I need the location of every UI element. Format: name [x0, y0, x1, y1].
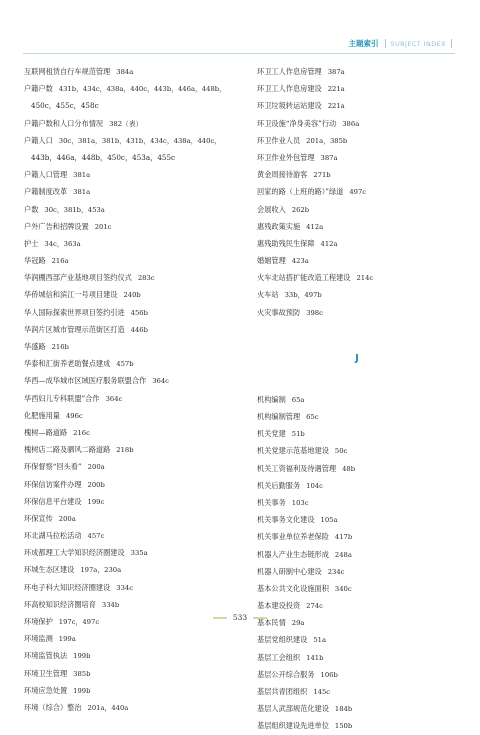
index-entry	[24, 699, 244, 716]
index-entry-term: 火车站	[257, 290, 279, 300]
index-entry-pages: 48b	[342, 464, 356, 473]
index-entry-pages: 457c	[87, 532, 105, 541]
index-entry-pages: 201a，385b	[306, 136, 348, 145]
index-entry	[24, 424, 244, 441]
index-entry	[24, 579, 244, 596]
index-entry-term: 机关党建示范基地建设	[257, 446, 329, 456]
footer-dash-left	[213, 617, 227, 619]
index-entry-pages: 214c	[356, 274, 374, 283]
index-entry-pages: 221a	[327, 102, 345, 111]
index-entry	[24, 149, 244, 166]
header-divider	[385, 39, 386, 48]
header-divider-right	[451, 39, 452, 48]
index-entry-pages: 271b	[313, 171, 331, 180]
index-entry	[24, 80, 244, 97]
index-entry-pages: 34c，363a	[44, 239, 81, 248]
index-entry-term: 互联网租赁自行车规范管理	[24, 67, 111, 76]
index-entry	[257, 425, 457, 442]
index-entry	[257, 115, 457, 132]
index-entry	[257, 477, 457, 494]
index-entry-pages: 496c	[65, 411, 83, 420]
index-entry-pages: 382（表）	[109, 119, 143, 128]
section-letter-heading: J	[355, 352, 359, 364]
index-entry	[257, 63, 457, 80]
index-entry	[24, 97, 244, 114]
index-entry	[24, 338, 244, 355]
index-entry	[24, 458, 244, 475]
index-entry	[257, 631, 457, 648]
index-entry-pages: 50c	[334, 447, 348, 456]
index-entry-pages: 412a	[306, 222, 324, 231]
index-entry-term: 户数	[24, 204, 39, 214]
page-footer	[0, 613, 480, 622]
index-entry	[257, 149, 457, 166]
index-entry-term: 环城生态区建设	[24, 565, 75, 575]
index-entry-pages: 387a	[327, 68, 345, 76]
index-entry-term: 机关事务文化建设	[257, 515, 315, 525]
index-entry-term: 会展收入	[257, 204, 286, 214]
index-entry	[24, 269, 244, 286]
index-entry-pages: 221a	[327, 85, 345, 94]
index-entry-pages: 216b	[51, 343, 69, 351]
index-entry-pages: 384a	[116, 68, 134, 76]
index-entry	[257, 269, 457, 286]
index-entry-term: 华泰和汇街养老助餐点建成	[24, 359, 111, 369]
index-entry-term: 户籍制度改革	[24, 187, 68, 197]
index-entry	[257, 511, 457, 528]
index-entry-pages: 51b	[291, 430, 305, 439]
index-entry	[24, 115, 244, 132]
index-entry	[24, 252, 244, 269]
index-entry-term: 环卫工人作息房管理	[257, 67, 322, 76]
index-entry-pages: 431b，434c，438a，440c，443b，446a，448b，	[58, 85, 226, 94]
index-entry	[257, 132, 457, 149]
index-entry-term: 机关事业单位养老保险	[257, 532, 329, 542]
index-entry-term: 华西—成华城市区域医疗服务联盟合作	[24, 376, 147, 386]
index-entry-term: 基本建设投资	[257, 601, 301, 611]
index-entry	[257, 666, 457, 683]
index-entry-pages: 334b	[101, 600, 120, 609]
index-entry-pages: 216a	[51, 257, 69, 266]
index-entry-term: 450c，455c，458c	[31, 101, 99, 111]
index-entry	[257, 580, 457, 597]
index-entry	[24, 510, 244, 527]
index-entry	[24, 166, 244, 183]
index-entry-term: 环卫作业人员	[257, 135, 301, 145]
index-entry-term: 环境卫生管理	[24, 668, 68, 678]
index-entry-pages: 381a	[73, 188, 91, 197]
index-entry-term: 护士	[24, 238, 39, 248]
index-entry	[24, 441, 244, 458]
right-index-bottom	[257, 391, 457, 735]
index-entry-pages: 335a	[130, 549, 148, 558]
index-entry	[257, 528, 457, 545]
index-entry-pages: 29a	[291, 619, 305, 628]
index-entry-pages: 364c	[152, 377, 169, 386]
index-entry-term: 基层共青团组织	[257, 687, 308, 696]
index-entry-term: 火车北站搭扩能改造工程建设	[257, 273, 351, 283]
index-entry-term: 婚姻管理	[257, 256, 286, 266]
index-entry-pages: 200a	[87, 463, 105, 472]
index-entry-term: 环境监管执法	[24, 651, 68, 661]
index-entry-pages: 456b	[130, 308, 148, 317]
index-entry-term: 基本公共文化设施面积	[257, 583, 329, 593]
index-entry-pages: 104c	[306, 481, 323, 490]
index-entry	[24, 132, 244, 149]
index-entry	[24, 493, 244, 510]
index-entry	[24, 647, 244, 664]
index-entry	[24, 63, 244, 80]
index-entry	[24, 321, 244, 338]
index-entry	[24, 476, 244, 493]
index-entry-pages: 412a	[320, 239, 338, 248]
index-entry-term: 机器人研制中心建设	[257, 566, 322, 576]
index-entry-term: 环成都理工大学知识经济圈建设	[24, 548, 125, 558]
index-entry-term: 基层组织建设先进单位	[257, 721, 329, 731]
index-entry-pages: 446b	[130, 325, 148, 334]
index-entry	[24, 201, 244, 218]
index-entry-term: 机器人产业生态链形成	[257, 549, 329, 559]
index-entry-term: 环境应急处置	[24, 685, 68, 695]
index-entry	[257, 460, 457, 477]
index-entry-term: 环北湖马拉松活动	[24, 531, 82, 541]
index-entry	[24, 235, 244, 252]
index-entry-pages: 457b	[116, 360, 134, 369]
index-entry-term: 基层公开综合服务	[257, 669, 315, 679]
index-entry	[257, 286, 457, 303]
index-entry-pages: 199b	[73, 686, 91, 695]
index-entry-term: 环保督察“回头看”	[24, 462, 82, 472]
index-entry-pages: 103c	[291, 498, 309, 507]
index-entry-pages: 30c，381a，381b，431b，434c，438a，440c，	[58, 136, 222, 145]
index-entry-term: 华冠路	[24, 256, 46, 266]
index-entry	[24, 304, 244, 321]
index-entry-term: 环卫垃圾转运站建设	[257, 101, 322, 111]
index-entry-term: 户籍户数	[24, 84, 53, 94]
index-entry-term: 环电子科大知识经济圈建设	[24, 582, 111, 592]
index-entry	[257, 717, 457, 734]
index-entry-pages: 105a	[320, 516, 338, 525]
index-entry-pages: 197c，497c	[58, 618, 100, 626]
index-entry-term: 环卫设施“净身美容”行动	[257, 118, 337, 128]
index-entry	[24, 218, 244, 235]
index-entry-pages: 387a	[320, 153, 338, 162]
index-entry	[24, 390, 244, 407]
index-entry	[257, 391, 457, 408]
index-entry-term: 机关事务	[257, 497, 286, 507]
header-rule	[23, 53, 455, 54]
index-entry-term: 基本民情	[257, 618, 286, 628]
index-entry-pages: 274c	[306, 602, 323, 611]
index-entry	[257, 700, 457, 717]
index-entry-pages: 197a，230a	[80, 566, 122, 575]
index-entry	[257, 80, 457, 97]
index-entry-term: 基层人武部规范化建设	[257, 704, 329, 714]
index-entry-term: 华润片区城市管理示范街区打造	[24, 324, 125, 334]
index-entry-pages: 262b	[291, 205, 310, 214]
index-entry-pages: 423a	[291, 257, 309, 266]
index-entry-term: 华人国际探索世界项目签约引进	[24, 307, 125, 317]
index-entry	[257, 201, 457, 218]
index-entry-term: 华润棚西部产业基地项目签约仪式	[24, 273, 132, 283]
index-entry-pages: 201a，440a	[87, 703, 129, 712]
index-entry-pages: 201c	[94, 222, 112, 231]
index-entry-term: 黄金周接待游客	[257, 170, 308, 180]
index-entry-term: 环保信息平台建设	[24, 496, 82, 506]
index-entry-term: 基层党组织建设	[257, 635, 308, 645]
right-index-column	[257, 63, 457, 735]
index-entry-term: 惠残政策实施	[257, 221, 301, 231]
index-entry	[24, 372, 244, 389]
index-entry-term: 华侨城信和滨江一号项目建设	[24, 290, 118, 300]
index-entry	[257, 408, 457, 425]
index-entry	[257, 597, 457, 614]
index-entry-term: 环高校知识经济圈培育	[24, 599, 96, 609]
index-entry-pages: 381a	[73, 171, 91, 180]
index-entry-term: 机关后勤服务	[257, 480, 301, 490]
index-entry-pages: 364c	[105, 394, 123, 403]
index-entry-term: 环卫工人作息房建设	[257, 84, 322, 94]
index-entry	[24, 407, 244, 424]
index-entry-term: 机关党建	[257, 429, 286, 439]
index-entry-pages: 234c	[327, 567, 345, 576]
index-entry-term: 环保信访案件办理	[24, 479, 82, 489]
index-entry-pages: 398c	[306, 308, 323, 317]
index-entry-pages: 184b	[334, 705, 353, 714]
index-entry-term: 化肥施用量	[24, 410, 60, 420]
index-entry	[257, 683, 457, 700]
page-number: 533	[232, 613, 248, 622]
index-entry-term: 机构编制管理	[257, 412, 301, 421]
index-entry-pages: 248a	[334, 550, 352, 559]
header-title: 主题索引	[348, 39, 379, 48]
index-entry	[257, 97, 457, 114]
index-entry-pages: 65c	[306, 413, 319, 421]
index-entry-pages: 200a	[58, 514, 76, 523]
index-entry	[24, 183, 244, 200]
index-entry-term: 环卫作业外包管理	[257, 152, 315, 162]
index-entry-term: 槐树—路道路	[24, 427, 68, 437]
index-entry-pages: 141b	[306, 653, 324, 662]
index-entry	[257, 166, 457, 183]
index-entry-pages: 200b	[87, 480, 105, 489]
index-entry	[257, 235, 457, 252]
index-entry-term: 户籍人口管理	[24, 170, 68, 180]
index-entry-term: 户籍户数和人口分布情况	[24, 118, 104, 128]
index-entry-pages: 386a	[342, 119, 360, 128]
index-entry	[24, 527, 244, 544]
index-entry-pages: 218b	[116, 446, 134, 455]
index-entry-term: 环境（综合）整治	[24, 702, 82, 712]
index-entry-pages: 106b	[320, 670, 338, 679]
index-entry-pages: 30c，381b，453a	[44, 205, 105, 214]
index-entry-term: 环保宣传	[24, 513, 53, 523]
index-entry-pages: 240b	[123, 291, 141, 300]
index-entry-pages: 417b	[334, 533, 353, 542]
index-entry	[24, 286, 244, 303]
index-entry-term: 环境监测	[24, 634, 53, 644]
index-entry	[257, 252, 457, 269]
index-entry-term: 火灾事故预防	[257, 307, 301, 317]
index-entry	[24, 544, 244, 561]
index-entry-term: 华盛路	[24, 342, 46, 351]
index-entry-term: 机关工资福利及待遇管理	[257, 463, 337, 473]
index-entry-term: 基层工会组织	[257, 652, 301, 662]
index-entry	[257, 304, 457, 321]
index-entry	[257, 563, 457, 580]
index-entry-pages: 51a	[313, 636, 327, 645]
index-entry	[257, 442, 457, 459]
index-entry	[24, 596, 244, 613]
index-entry-term: 环境保护	[24, 617, 53, 626]
index-entry	[257, 649, 457, 666]
index-entry-pages: 283c	[137, 274, 155, 283]
index-entry-pages: 150b	[334, 722, 353, 731]
index-entry-pages: 334c	[116, 583, 134, 592]
right-index-top	[257, 63, 457, 321]
index-entry-pages: 340c	[334, 584, 352, 593]
index-entry	[24, 665, 244, 682]
index-entry	[257, 494, 457, 511]
index-entry-term: 户外广告和招牌设置	[24, 221, 89, 231]
index-entry-pages: 497c	[349, 188, 367, 197]
index-entry	[24, 630, 244, 647]
index-entry-pages: 199c	[87, 497, 105, 506]
index-entry	[257, 218, 457, 235]
index-entry-term: 户籍人口	[24, 135, 53, 145]
index-entry-term: 443b，446a，448b，450c，453a，455c	[31, 152, 176, 162]
index-entry-term: 华西妇儿专科联盟”合作	[24, 393, 100, 403]
index-entry	[24, 561, 244, 578]
index-entry-pages: 65a	[291, 395, 305, 404]
index-entry	[257, 546, 457, 563]
header-subtitle: SUBJECT INDEX	[390, 39, 446, 48]
index-entry-term: 机构编制	[257, 394, 286, 404]
index-entry	[24, 355, 244, 372]
index-entry-pages: 199b	[73, 652, 91, 661]
index-entry-pages: 199a	[58, 635, 76, 644]
page-header	[349, 38, 453, 49]
index-entry	[24, 682, 244, 699]
index-entry	[257, 183, 457, 200]
index-entry-term: 槐树店二路及驷风二路道路	[24, 445, 111, 455]
index-entry-pages: 33b，497b	[284, 291, 322, 300]
index-entry-term: 回家的路（上班的路）”绿道	[257, 187, 344, 197]
index-entry-term: 惠残助残民生保障	[257, 238, 315, 248]
footer-dash-right	[253, 617, 267, 619]
index-entry-pages: 385b	[73, 669, 91, 678]
index-entry-pages: 216c	[73, 428, 90, 437]
index-entry-pages: 145c	[313, 688, 331, 696]
